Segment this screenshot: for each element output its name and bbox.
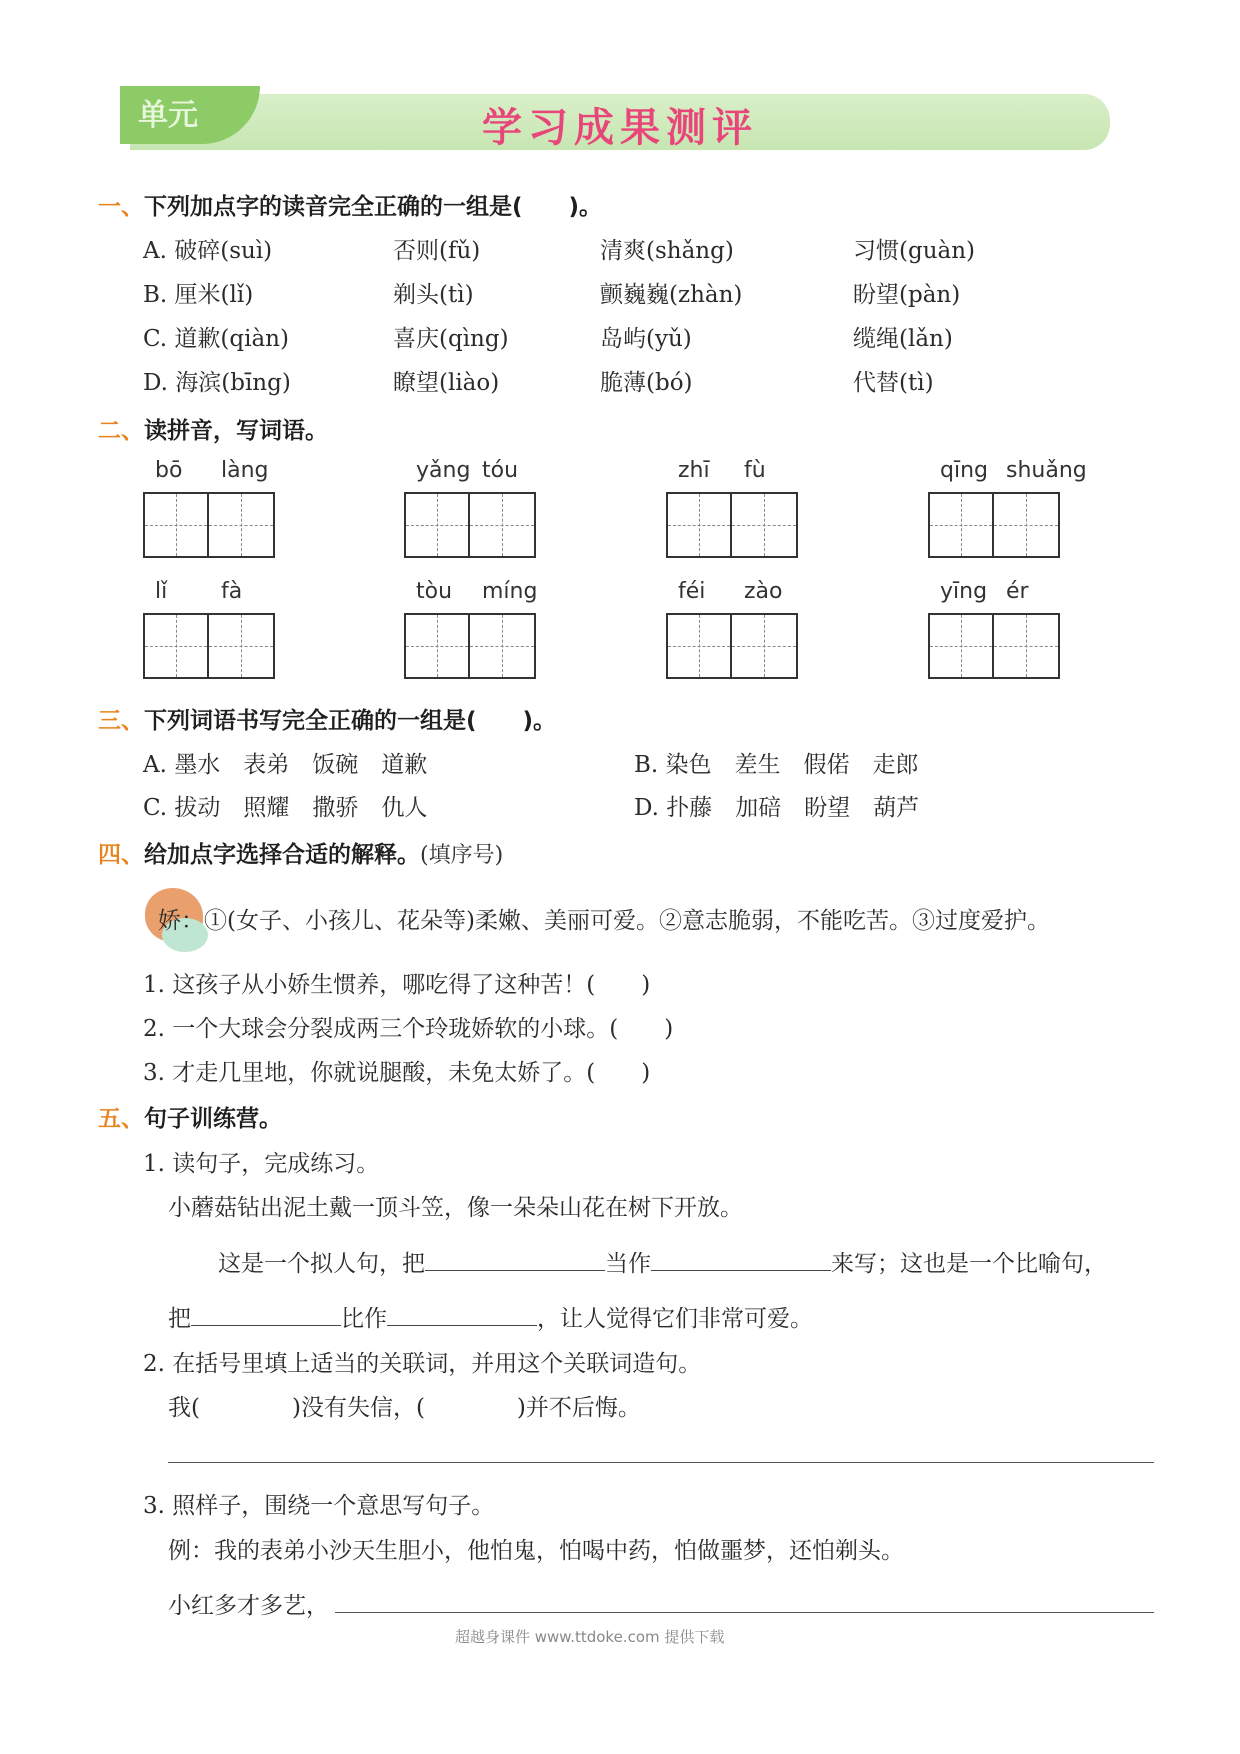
tianzige-cell[interactable] [404, 492, 470, 558]
q5-sub2: 2. 在括号里填上适当的关联词，并用这个关联词造句。 [143, 1351, 702, 1377]
tianzige-cell[interactable] [732, 492, 798, 558]
tianzige-grid [143, 492, 275, 558]
pinyin-syllable: bō [155, 458, 183, 483]
q5-text: 句子训练营。 [144, 1106, 282, 1132]
q1-option-2-3[interactable]: 缆绳(lǎn) [853, 326, 953, 352]
q5-fill-1c: 来写；这也是一个比喻句， [831, 1251, 1107, 1277]
q3-option-d[interactable]: D. 扑藤 加碚 盼望 葫芦 [634, 795, 920, 821]
pinyin-syllable: qīng [940, 458, 988, 483]
q1-option-3-0[interactable]: D. 海滨(bīng) [143, 370, 291, 396]
q1-option-1-2[interactable]: 颤巍巍(zhàn) [600, 282, 743, 308]
q1-option-2-1[interactable]: 喜庆(qìng) [393, 326, 509, 352]
pinyin-syllable: shuǎng [1006, 458, 1087, 483]
q1-option-3-2[interactable]: 脆薄(bó) [600, 370, 693, 396]
q4-char: 娇： [158, 908, 204, 934]
page-title: 学习成果测评 [482, 105, 758, 151]
q5-fill-2a: 把 [168, 1306, 191, 1332]
q4-hint: (填序号) [420, 843, 504, 868]
tianzige-cell[interactable] [143, 492, 209, 558]
q5-fill-1b: 当作 [605, 1251, 651, 1277]
unit-label: 单元 [138, 98, 198, 133]
q1-option-3-3[interactable]: 代替(tì) [853, 370, 934, 396]
pinyin-syllable: tóu [482, 458, 519, 483]
pinyin-syllable: féi [678, 579, 706, 604]
q1-option-1-1[interactable]: 剃头(tì) [393, 282, 474, 308]
q1-option-2-2[interactable]: 岛屿(yǔ) [600, 326, 692, 352]
q5-blank-1[interactable] [425, 1248, 605, 1271]
q5-answer-line-1[interactable] [168, 1462, 1154, 1463]
tianzige-cell[interactable] [666, 492, 732, 558]
tianzige-cell[interactable] [143, 613, 209, 679]
tianzige-grid [928, 613, 1060, 679]
pinyin-syllable: míng [482, 579, 538, 604]
q4-item-3[interactable]: 3. 才走几里地，你就说腿酸，未免太娇了。( ) [143, 1060, 651, 1086]
q2-text: 读拼音，写词语。 [144, 418, 328, 444]
q4-defs: ①(女子、小孩儿、花朵等)柔嫩、美丽可爱。②意志脆弱，不能吃苦。③过度爱护。 [204, 908, 1050, 934]
q2-number: 二、 [98, 418, 144, 444]
q1-heading [98, 188, 602, 221]
tianzige-grid [404, 492, 536, 558]
q3-heading [98, 702, 556, 735]
q5-example: 例：我的表弟小沙天生胆小，他怕鬼，怕喝中药，怕做噩梦，还怕剃头。 [168, 1538, 904, 1564]
tianzige-grid [143, 613, 275, 679]
q5-blank-2[interactable] [651, 1248, 831, 1271]
q1-option-0-0[interactable]: A. 破碎(suì) [143, 238, 273, 264]
q5-fill-1a: 这是一个拟人句，把 [218, 1251, 425, 1277]
q1-option-0-1[interactable]: 否则(fǔ) [393, 238, 481, 264]
q4-item-1[interactable]: 1. 这孩子从小娇生惯养，哪吃得了这种苦！( ) [143, 972, 651, 998]
pinyin-syllable: lǐ [155, 579, 168, 604]
tianzige-cell[interactable] [470, 613, 536, 679]
q4-number: 四、 [98, 842, 144, 868]
q3-text: 下列词语书写完全正确的一组是( )。 [144, 708, 557, 734]
tianzige-grid [666, 492, 798, 558]
footer-watermark: 超越身课件 www.ttdoke.com 提供下载 [455, 1628, 725, 1646]
pinyin-syllable: fà [221, 579, 243, 604]
q5-sub3: 3. 照样子，围绕一个意思写句子。 [143, 1493, 495, 1519]
q4-text: 给加点字选择合适的解释。 [144, 842, 420, 868]
pinyin-syllable: zhī [678, 458, 710, 483]
q1-text: 下列加点字的读音完全正确的一组是( )。 [144, 194, 603, 220]
q5-blank-3[interactable] [191, 1303, 341, 1326]
q5-prompt: 小红多才多艺， [168, 1593, 329, 1619]
tianzige-cell[interactable] [209, 492, 275, 558]
tianzige-cell[interactable] [666, 613, 732, 679]
q1-number: 一、 [98, 194, 144, 220]
q1-option-1-0[interactable]: B. 厘米(lǐ) [143, 282, 254, 308]
q1-option-0-2[interactable]: 清爽(shǎng) [600, 238, 734, 264]
tianzige-grid [666, 613, 798, 679]
q3-number: 三、 [98, 708, 144, 734]
q5-fill-2c: ，让人觉得它们非常可爱。 [537, 1306, 813, 1332]
q2-heading [98, 412, 328, 445]
pinyin-syllable: fù [744, 458, 766, 483]
q5-sub1: 1. 读句子，完成练习。 [143, 1151, 380, 1177]
q4-definitions [158, 902, 1050, 935]
pinyin-syllable: làng [221, 458, 269, 483]
q4-item-2[interactable]: 2. 一个大球会分裂成两三个玲珑娇软的小球。( ) [143, 1016, 674, 1042]
q5-answer-line-2[interactable] [335, 1612, 1154, 1613]
tianzige-cell[interactable] [994, 492, 1060, 558]
q3-option-a[interactable]: A. 墨水 表弟 饭碗 道歉 [143, 752, 428, 778]
q4-heading [98, 836, 503, 869]
q5-fill-line-1 [218, 1245, 1107, 1278]
tianzige-grid [928, 492, 1060, 558]
q5-sentence: 小蘑菇钻出泥土戴一顶斗笠，像一朵朵山花在树下开放。 [168, 1195, 743, 1221]
tianzige-cell[interactable] [209, 613, 275, 679]
q3-option-b[interactable]: B. 染色 差生 假偌 走郎 [634, 752, 919, 778]
q1-option-0-3[interactable]: 习惯(guàn) [853, 238, 976, 264]
q5-sub2-sentence[interactable]: 我( )没有失信，( )并不后悔。 [168, 1395, 641, 1421]
q1-option-2-0[interactable]: C. 道歉(qiàn) [143, 326, 289, 352]
tianzige-cell[interactable] [928, 613, 994, 679]
pinyin-syllable: yīng [940, 579, 988, 604]
q5-heading [98, 1100, 282, 1133]
tianzige-cell[interactable] [404, 613, 470, 679]
q5-blank-4[interactable] [387, 1303, 537, 1326]
pinyin-syllable: tòu [416, 579, 453, 604]
q5-fill-line-2 [168, 1300, 813, 1333]
pinyin-syllable: zào [744, 579, 783, 604]
q3-option-c[interactable]: C. 拔动 照耀 撒骄 仇人 [143, 795, 428, 821]
tianzige-cell[interactable] [928, 492, 994, 558]
pinyin-syllable: yǎng [416, 458, 471, 483]
q5-number: 五、 [98, 1106, 144, 1132]
tianzige-cell[interactable] [732, 613, 798, 679]
q1-option-3-1[interactable]: 瞭望(liào) [393, 370, 500, 396]
tianzige-grid [404, 613, 536, 679]
tianzige-cell[interactable] [470, 492, 536, 558]
q5-fill-2b: 比作 [341, 1306, 387, 1332]
q1-option-1-3[interactable]: 盼望(pàn) [853, 282, 961, 308]
tianzige-cell[interactable] [994, 613, 1060, 679]
pinyin-syllable: ér [1006, 579, 1029, 604]
